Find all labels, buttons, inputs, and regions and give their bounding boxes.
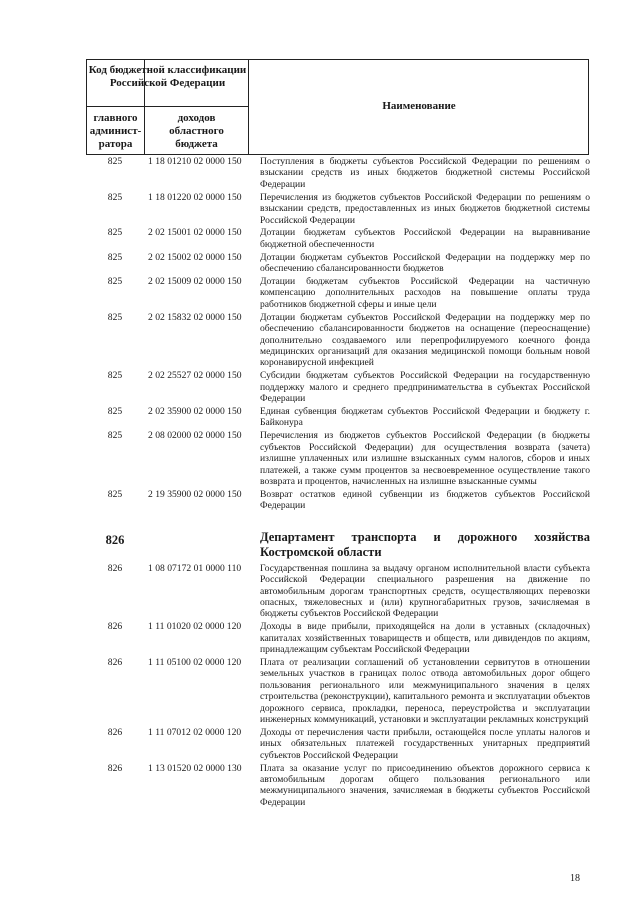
department-name: Департамент транспорта и дорожного хозяйства Костромской области (260, 529, 590, 559)
rows-group-825 (86, 156, 590, 512)
table-row (86, 406, 590, 429)
name-cell: Плата от реализации соглашений об установлении сервитутов в отношении земельных участков в границах полос отвода автомобильных дорог общего пользования регионального или межмуниципального значения в целях строительства (реконструкции), капитального ремонта и эксплуатации объектов дорожного сервиса, прокладки, переноса, переустройства и эксплуатации инженерных коммуникаций, установки и эксплуатации рекламных конструкций (260, 656, 590, 725)
income-code-cell: 2 02 15832 02 0000 150 (148, 311, 242, 323)
table-row (86, 727, 590, 761)
income-code-cell: 2 08 02000 02 0000 150 (148, 430, 242, 442)
name-cell: Единая субвенция бюджетам субъектов Российской Федерации и бюджету г. Байконура (260, 406, 590, 429)
table-row (86, 563, 590, 620)
name-cell: Перечисления из бюджетов субъектов Российской Федерации (в бюджеты субъектов Российской Федерации) для осуществления возврата (зачета) излишне уплаченных или излишне взысканных сумм налогов, сборов и иных платежей, а также сумм процентов за несвоевременное осуществление такого возврата и процентов, начисленных на излишне взысканные суммы (260, 430, 590, 487)
admin-code-cell: 825 (107, 311, 123, 323)
income-code-cell: 1 11 05100 02 0000 120 (148, 656, 242, 668)
name-cell: Перечисления из бюджетов субъектов Российской Федерации по решениям о взыскании средств, предоставленных из иных бюджетов бюджетной системы Российской Федерации (260, 191, 590, 226)
income-code-cell: 1 11 01020 02 0000 120 (148, 621, 242, 633)
name-cell: Дотации бюджетам субъектов Российской Федерации на поддержку мер по обеспечению сбалансированности бюджетов на оснащение (переоснащение) дополнительно создаваемого или перепрофилируемого коечного фонда медицинских организаций для оказания медицинской помощи больным новой коронавирусной инфекцией (260, 311, 590, 369)
name-cell: Дотации бюджетам субъектов Российской Федерации на поддержку мер по обеспечению сбалансированности бюджетов (260, 251, 590, 275)
table-row (86, 489, 590, 512)
admin-code-cell: 825 (107, 430, 123, 442)
name-cell: Дотации бюджетам субъектов Российской Федерации на частичную компенсацию дополнительных расходов на повышение оплаты труда работников бюджетной сферы и иные цели (260, 276, 590, 310)
income-code-cell: 2 02 25527 02 0000 150 (148, 370, 242, 382)
admin-code-cell: 826 (107, 562, 123, 574)
admin-code-cell: 826 (107, 762, 123, 774)
admin-code-cell: 826 (107, 726, 123, 738)
income-code-cell: 1 13 01520 02 0000 130 (148, 762, 242, 774)
income-code-cell: 2 02 15002 02 0000 150 (148, 251, 242, 263)
name-cell: Плата за оказание услуг по присоединению объектов дорожного сервиса к автомобильным дорогам общего пользования регионального или межмуниципального значения, зачисляемая в бюджеты субъектов Российской Федерации (260, 762, 590, 808)
admin-code-cell: 825 (107, 488, 123, 500)
admin-code-cell: 825 (107, 276, 123, 288)
name-cell: Поступления в бюджеты субъектов Российской Федерации по решениям о взыскании средств из иных бюджетов бюджетной системы Российской Федерации (260, 156, 590, 190)
table-row (86, 156, 590, 190)
table-row (86, 276, 590, 310)
header-name-column: Наименование (382, 100, 456, 112)
budget-table-body (86, 156, 590, 810)
admin-code-cell: 826 (107, 621, 123, 633)
name-cell: Дотации бюджетам субъектов Российской Федерации на выравнивание бюджетной обеспеченности (260, 227, 590, 250)
admin-code-cell: 825 (107, 251, 123, 263)
department-heading (86, 530, 590, 560)
admin-code-cell: 825 (107, 156, 123, 167)
name-cell: Государственная пошлина за выдачу органом исполнительной власти субъекта Российской Федерации специального разрешения на движение по автомобильным дорогам транспортных средств, осуществляющих перевозки опасных, тяжеловесных и (или) крупногабаритных грузов, зачисляемая в бюджеты субъектов Российской Федерации (260, 562, 590, 620)
income-code-cell: 2 19 35900 02 0000 150 (148, 488, 242, 500)
table-row (86, 370, 590, 404)
name-cell: Доходы в виде прибыли, приходящейся на доли в уставных (складочных) капиталах хозяйственных товариществ и обществ, или дивидендов по акциям, принадлежащим субъектам Российской Федерации (260, 621, 590, 656)
name-cell: Возврат остатков единой субвенции из бюджетов субъектов Российской Федерации (260, 488, 590, 512)
table-row (86, 763, 590, 809)
table-row (86, 430, 590, 487)
header-admin-column: главного админист-ратора (89, 112, 142, 150)
admin-code-cell: 825 (107, 227, 123, 239)
admin-code-cell: 825 (107, 191, 123, 203)
admin-code-cell: 825 (107, 370, 123, 382)
table-header (86, 59, 589, 155)
table-row (86, 621, 590, 655)
table-row (86, 227, 590, 250)
income-code-cell: 1 11 07012 02 0000 120 (148, 726, 242, 738)
header-divider (87, 106, 248, 107)
income-code-cell: 1 18 01210 02 0000 150 (148, 156, 242, 167)
department-admin-code: 826 (105, 532, 125, 547)
name-cell: Субсидии бюджетам субъектов Российской Федерации на государственную поддержку малого и среднего предпринимательства в субъектах Российской Федерации (260, 370, 590, 405)
table-row (86, 312, 590, 369)
table-row (86, 657, 590, 725)
admin-code-cell: 826 (107, 656, 123, 668)
table-row (86, 252, 590, 275)
income-code-cell: 2 02 35900 02 0000 150 (148, 406, 242, 418)
name-cell: Доходы от перечисления части прибыли, остающейся после уплаты налогов и иных обязательных платежей государственных унитарных предприятий субъектов Российской Федерации (260, 726, 590, 761)
header-code-group: Код бюджетной классификации Российской Федерации (88, 64, 247, 89)
page-number: 18 (570, 873, 580, 884)
table-row (86, 192, 590, 226)
rows-group-826 (86, 563, 590, 809)
income-code-cell: 1 18 01220 02 0000 150 (148, 191, 242, 203)
income-code-cell: 2 02 15009 02 0000 150 (148, 276, 242, 288)
income-code-cell: 2 02 15001 02 0000 150 (148, 227, 242, 239)
header-income-column: доходов областного бюджета (169, 112, 224, 150)
admin-code-cell: 825 (107, 406, 123, 418)
income-code-cell: 1 08 07172 01 0000 110 (148, 562, 242, 574)
